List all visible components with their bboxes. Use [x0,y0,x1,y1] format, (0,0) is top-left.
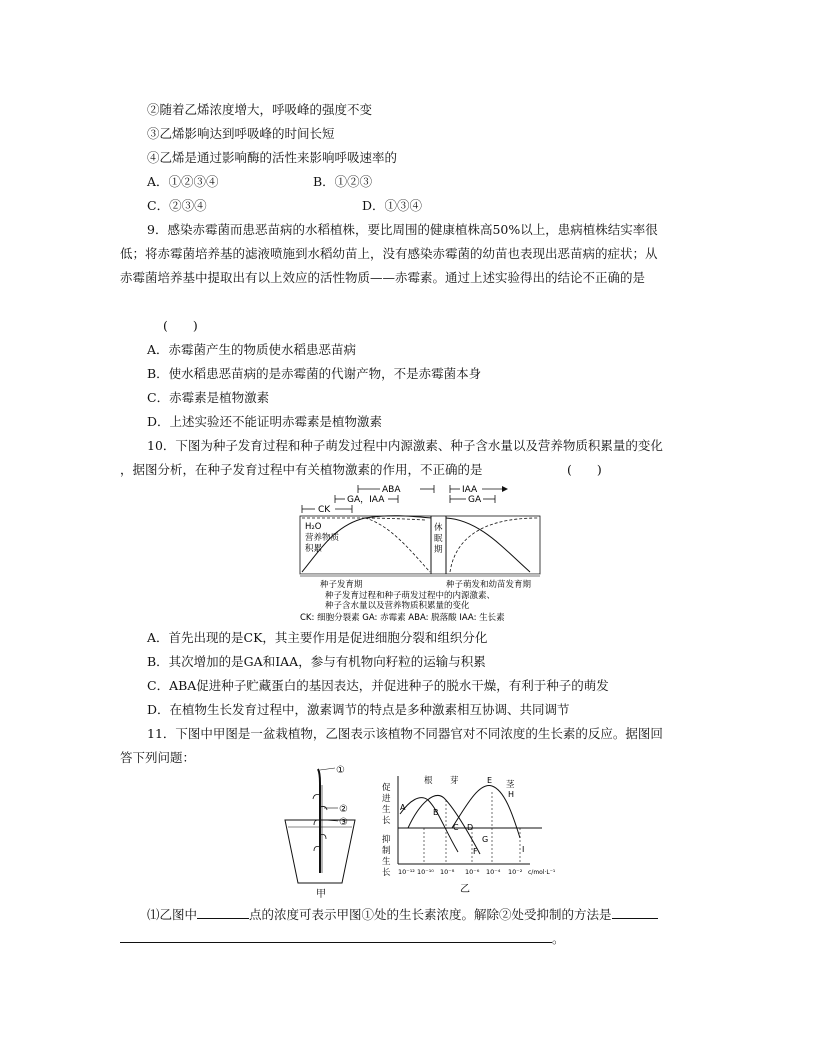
point-e: E [487,776,493,785]
q11-blank-point[interactable] [197,905,249,919]
q11-sub1-part-b: 点的浓度可表示甲图①处的生长素浓度。解除②处受抑制的方法是 [249,907,612,922]
caption-line-3: CK: 细胞分裂素 GA: 赤霉素 ABA: 脱落酸 IAA: 生长素 [300,613,505,623]
potted-plant-figure [280,765,365,900]
tick-1e-10: 10⁻¹⁰ [417,868,434,876]
q9-stem-line1: 9．感染赤霉菌而患恶苗病的水稻植株，要比周围的健康植株高50%以上，患病植株结实率很 [147,222,658,237]
q11-blank-method-start[interactable] [612,905,658,919]
point-g: G [482,835,489,844]
q8-option-c: C．②③④ [147,198,207,213]
fig-yi-label: 乙 [460,884,470,895]
stem-label: 茎 [506,780,515,790]
q8-option-b: B．①②③ [313,174,373,189]
bud-label: 芽 [450,776,459,786]
point-a: A [400,803,406,812]
aba-label: ABA [382,485,401,495]
q9-stem-line2: 低；将赤霉菌培养基的滤液喷施到水稻幼苗上，没有感染赤霉菌的幼苗也表现出恶苗病的症状；从 [120,246,658,261]
q9-option-d: D．上述实验还不能证明赤霉素是植物激素 [147,414,383,429]
q9-option-b: B．使水稻患恶苗病的是赤霉菌的代谢产物，不是赤霉菌本身 [147,366,482,381]
point-b: B [433,808,439,817]
q8-statement-3: ③乙烯影响达到呼吸峰的时间长短 [147,126,335,141]
q8-statement-4: ④乙烯是通过影响酶的活性来影响呼吸速率的 [147,150,398,165]
dev-stage-label: 种子发育期 [320,580,363,590]
q10-option-c: C．ABA促进种子贮藏蛋白的基因表达，并促进种子的脱水干燥，有利于种子的萌发 [147,678,609,693]
q10-answer-paren: ( ) [567,462,602,477]
h2o-label: H₂O [305,522,322,532]
q11-sub1-part-a: ⑴乙图中 [147,907,198,922]
q8-statement-2: ②随着乙烯浓度增大，呼吸峰的强度不变 [147,102,373,117]
promote-char-1: 促 [382,783,391,793]
promote-char-2: 进 [382,794,391,804]
iaa-right-label: IAA [462,485,478,495]
plant-mark-3: ③ [339,817,348,828]
q10-stem-line1: 10．下图为种子发育过程和种子萌发过程中内源激素、种子含水量以及营养物质积累量的变化 [147,438,663,453]
q8-option-a: A．①②③④ [147,174,219,189]
q8-option-d: D．①③④ [362,198,423,213]
q10-stem-line2: ，据图分析，在种子发育过程中有关植物激素的作用，不正确的是 [120,462,483,477]
q11-sub1-line2 [120,929,565,948]
inhibit-char-3: 生 [382,857,391,867]
fig-jia-label: 甲 [316,889,326,900]
point-d: D [467,823,474,832]
q11-sub1-period: 。 [552,931,565,946]
tick-1e-4: 10⁻⁴ [486,868,501,876]
tick-1e-12: 10⁻¹² [398,868,415,876]
inhibit-char-1: 抑 [382,835,391,845]
point-h: H [508,790,515,799]
auxin-response-figure [380,772,556,900]
ck-label: CK [318,505,331,515]
ga-iaa-label: GA，IAA [347,495,385,505]
q10-option-d: D．在植物生长发育过程中，激素调节的特点是多种激素相互协调、共同调节 [147,702,570,717]
q9-answer-paren: ( ) [163,318,198,333]
point-i: I [522,845,525,854]
inhibit-char-2: 制 [382,846,391,856]
caption-line-2: 种子含水量以及营养物质积累量的变化 [325,601,470,611]
nutrient-label-2: 积累 [305,544,323,554]
tick-1e-6: 10⁻⁶ [465,868,480,876]
x-unit: c/mol·L⁻¹ [528,869,556,876]
q11-sub1-line [147,905,658,924]
q11-stem-line1: 11．下图中甲图是一盆栽植物，乙图表示该植物不同器官对不同浓度的生长素的反应。据图回 [147,726,663,741]
point-c: C [453,823,459,832]
dormancy-char-3: 期 [434,545,443,555]
nutrient-label-1: 营养物质 [305,533,340,543]
ga-right-label: GA [468,495,482,505]
q10-option-b: B．其次增加的是GA和IAA，参与有机物向籽粒的运输与积累 [147,654,486,669]
dormancy-char-2: 眠 [434,534,443,544]
root-label: 根 [424,776,433,786]
inhibit-char-4: 长 [382,868,391,878]
q11-stem-line2: 答下列问题： [120,750,196,765]
q9-option-a: A．赤霉菌产生的物质使水稻患恶苗病 [147,342,357,357]
dormancy-char-1: 休 [434,523,443,533]
q9-option-c: C．赤霉素是植物激素 [147,390,270,405]
q11-blank-method-cont[interactable] [120,929,552,943]
plant-mark-2: ② [339,804,348,815]
tick-1e-2: 10⁻² [508,868,523,876]
germ-stage-label: 种子萌发和幼苗发育期 [446,580,532,590]
plant-mark-1: ① [336,765,345,776]
tick-1e-8: 10⁻⁸ [440,868,455,876]
promote-char-4: 长 [382,816,391,826]
promote-char-3: 生 [382,805,391,815]
q9-stem-line3: 赤霉菌培养基中提取出有以上效应的活性物质——赤霉素。通过上述实验得出的结论不正确的是 [120,270,646,285]
seed-hormone-figure [290,480,550,625]
q10-option-a: A．首先出现的是CK，其主要作用是促进细胞分裂和组织分化 [147,630,488,645]
caption-line-1: 种子发育过程和种子萌发过程中的内源激素、 [325,591,496,601]
point-f: F [473,847,478,856]
